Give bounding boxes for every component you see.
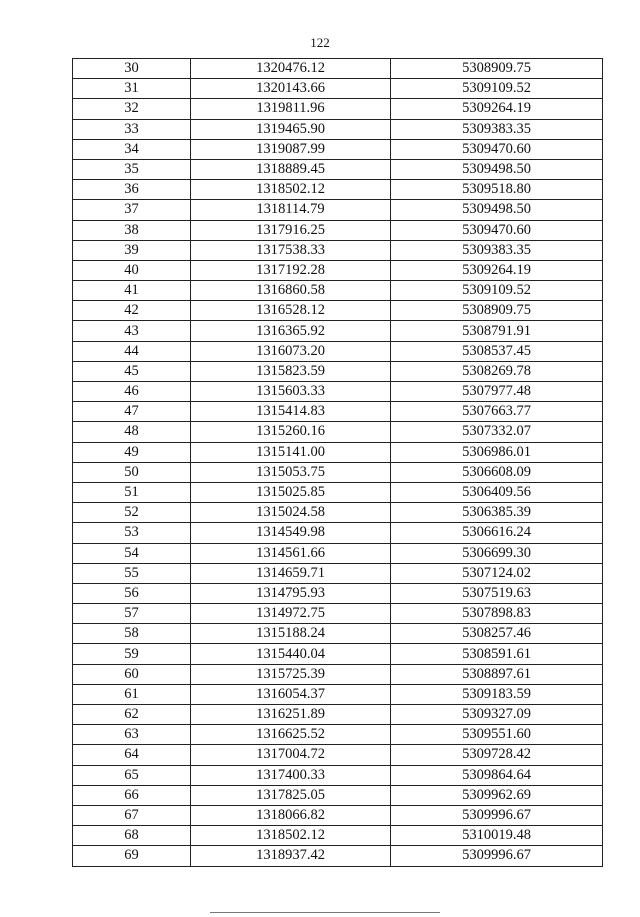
table-row [73,624,603,644]
y-coordinate-cell: 5309498.50 [391,159,603,179]
y-coordinate-cell: 5310019.48 [391,826,603,846]
coordinates-table-body [73,59,603,867]
table-row [73,59,603,79]
y-coordinate-cell: 5309470.60 [391,139,603,159]
y-coordinate-cell: 5307977.48 [391,382,603,402]
x-coordinate-cell: 1318937.42 [191,846,391,866]
point-number-cell: 49 [73,442,191,462]
table-row [73,725,603,745]
table-row [73,503,603,523]
y-coordinate-cell: 5308591.61 [391,644,603,664]
table-row [73,462,603,482]
x-coordinate-cell: 1314972.75 [191,604,391,624]
y-coordinate-cell: 5307898.83 [391,604,603,624]
y-coordinate-cell: 5306616.24 [391,523,603,543]
y-coordinate-cell: 5309264.19 [391,260,603,280]
y-coordinate-cell: 5309996.67 [391,805,603,825]
x-coordinate-cell: 1320143.66 [191,79,391,99]
x-coordinate-cell: 1315440.04 [191,644,391,664]
x-coordinate-cell: 1318502.12 [191,180,391,200]
point-number-cell: 52 [73,503,191,523]
point-number-cell: 68 [73,826,191,846]
table-row [73,99,603,119]
point-number-cell: 41 [73,281,191,301]
y-coordinate-cell: 5309498.50 [391,200,603,220]
y-coordinate-cell: 5308909.75 [391,301,603,321]
x-coordinate-cell: 1315141.00 [191,442,391,462]
x-coordinate-cell: 1317916.25 [191,220,391,240]
table-row [73,321,603,341]
point-number-cell: 66 [73,785,191,805]
point-number-cell: 50 [73,462,191,482]
x-coordinate-cell: 1319087.99 [191,139,391,159]
coordinates-table [72,58,603,867]
point-number-cell: 58 [73,624,191,644]
table-row [73,604,603,624]
point-number-cell: 33 [73,119,191,139]
point-number-cell: 55 [73,563,191,583]
point-number-cell: 65 [73,765,191,785]
x-coordinate-cell: 1316528.12 [191,301,391,321]
table-row [73,79,603,99]
table-row [73,402,603,422]
table-row [73,543,603,563]
y-coordinate-cell: 5309728.42 [391,745,603,765]
x-coordinate-cell: 1317538.33 [191,240,391,260]
point-number-cell: 37 [73,200,191,220]
table-row [73,664,603,684]
y-coordinate-cell: 5308269.78 [391,361,603,381]
x-coordinate-cell: 1316365.92 [191,321,391,341]
x-coordinate-cell: 1315414.83 [191,402,391,422]
point-number-cell: 35 [73,159,191,179]
x-coordinate-cell: 1317192.28 [191,260,391,280]
y-coordinate-cell: 5307663.77 [391,402,603,422]
x-coordinate-cell: 1314659.71 [191,563,391,583]
point-number-cell: 43 [73,321,191,341]
x-coordinate-cell: 1315725.39 [191,664,391,684]
y-coordinate-cell: 5306986.01 [391,442,603,462]
table-row [73,200,603,220]
point-number-cell: 47 [73,402,191,422]
x-coordinate-cell: 1315603.33 [191,382,391,402]
y-coordinate-cell: 5309518.80 [391,180,603,200]
point-number-cell: 56 [73,583,191,603]
y-coordinate-cell: 5309470.60 [391,220,603,240]
x-coordinate-cell: 1317400.33 [191,765,391,785]
point-number-cell: 69 [73,846,191,866]
point-number-cell: 62 [73,705,191,725]
table-row [73,139,603,159]
x-coordinate-cell: 1314549.98 [191,523,391,543]
table-row [73,785,603,805]
x-coordinate-cell: 1315053.75 [191,462,391,482]
y-coordinate-cell: 5306385.39 [391,503,603,523]
x-coordinate-cell: 1316625.52 [191,725,391,745]
y-coordinate-cell: 5309383.35 [391,240,603,260]
y-coordinate-cell: 5308909.75 [391,59,603,79]
y-coordinate-cell: 5309996.67 [391,846,603,866]
y-coordinate-cell: 5309183.59 [391,684,603,704]
table-row [73,765,603,785]
point-number-cell: 30 [73,59,191,79]
y-coordinate-cell: 5307519.63 [391,583,603,603]
point-number-cell: 59 [73,644,191,664]
point-number-cell: 53 [73,523,191,543]
point-number-cell: 39 [73,240,191,260]
y-coordinate-cell: 5309109.52 [391,79,603,99]
table-row [73,119,603,139]
x-coordinate-cell: 1316860.58 [191,281,391,301]
x-coordinate-cell: 1319811.96 [191,99,391,119]
page-number: 122 [310,35,330,50]
x-coordinate-cell: 1315260.16 [191,422,391,442]
table-row [73,684,603,704]
table-row [73,846,603,866]
table-row [73,341,603,361]
x-coordinate-cell: 1318889.45 [191,159,391,179]
point-number-cell: 67 [73,805,191,825]
table-row [73,523,603,543]
table-row [73,180,603,200]
table-row [73,644,603,664]
table-row [73,220,603,240]
y-coordinate-cell: 5309327.09 [391,705,603,725]
point-number-cell: 54 [73,543,191,563]
x-coordinate-cell: 1315024.58 [191,503,391,523]
point-number-cell: 31 [73,79,191,99]
point-number-cell: 34 [73,139,191,159]
y-coordinate-cell: 5308257.46 [391,624,603,644]
point-number-cell: 38 [73,220,191,240]
x-coordinate-cell: 1317825.05 [191,785,391,805]
x-coordinate-cell: 1319465.90 [191,119,391,139]
table-row [73,805,603,825]
point-number-cell: 60 [73,664,191,684]
x-coordinate-cell: 1316251.89 [191,705,391,725]
point-number-cell: 32 [73,99,191,119]
x-coordinate-cell: 1318066.82 [191,805,391,825]
y-coordinate-cell: 5308791.91 [391,321,603,341]
point-number-cell: 51 [73,482,191,502]
table-row [73,422,603,442]
x-coordinate-cell: 1318502.12 [191,826,391,846]
y-coordinate-cell: 5307124.02 [391,563,603,583]
y-coordinate-cell: 5309864.64 [391,765,603,785]
y-coordinate-cell: 5308897.61 [391,664,603,684]
y-coordinate-cell: 5309109.52 [391,281,603,301]
y-coordinate-cell: 5306608.09 [391,462,603,482]
table-row [73,240,603,260]
y-coordinate-cell: 5309551.60 [391,725,603,745]
x-coordinate-cell: 1316073.20 [191,341,391,361]
x-coordinate-cell: 1314795.93 [191,583,391,603]
x-coordinate-cell: 1316054.37 [191,684,391,704]
point-number-cell: 45 [73,361,191,381]
table-row [73,442,603,462]
point-number-cell: 40 [73,260,191,280]
x-coordinate-cell: 1318114.79 [191,200,391,220]
bottom-rule [210,912,440,913]
x-coordinate-cell: 1315188.24 [191,624,391,644]
y-coordinate-cell: 5308537.45 [391,341,603,361]
x-coordinate-cell: 1314561.66 [191,543,391,563]
x-coordinate-cell: 1317004.72 [191,745,391,765]
point-number-cell: 61 [73,684,191,704]
point-number-cell: 57 [73,604,191,624]
x-coordinate-cell: 1320476.12 [191,59,391,79]
table-row [73,482,603,502]
table-row [73,301,603,321]
table-row [73,826,603,846]
x-coordinate-cell: 1315025.85 [191,482,391,502]
table-row [73,583,603,603]
point-number-cell: 44 [73,341,191,361]
y-coordinate-cell: 5306699.30 [391,543,603,563]
x-coordinate-cell: 1315823.59 [191,361,391,381]
table-row [73,563,603,583]
point-number-cell: 42 [73,301,191,321]
y-coordinate-cell: 5306409.56 [391,482,603,502]
y-coordinate-cell: 5309264.19 [391,99,603,119]
point-number-cell: 46 [73,382,191,402]
point-number-cell: 63 [73,725,191,745]
table-row [73,361,603,381]
y-coordinate-cell: 5309383.35 [391,119,603,139]
table-row [73,281,603,301]
table-row [73,159,603,179]
point-number-cell: 36 [73,180,191,200]
table-row [73,382,603,402]
point-number-cell: 48 [73,422,191,442]
table-row [73,745,603,765]
y-coordinate-cell: 5307332.07 [391,422,603,442]
table-row [73,260,603,280]
point-number-cell: 64 [73,745,191,765]
y-coordinate-cell: 5309962.69 [391,785,603,805]
table-row [73,705,603,725]
